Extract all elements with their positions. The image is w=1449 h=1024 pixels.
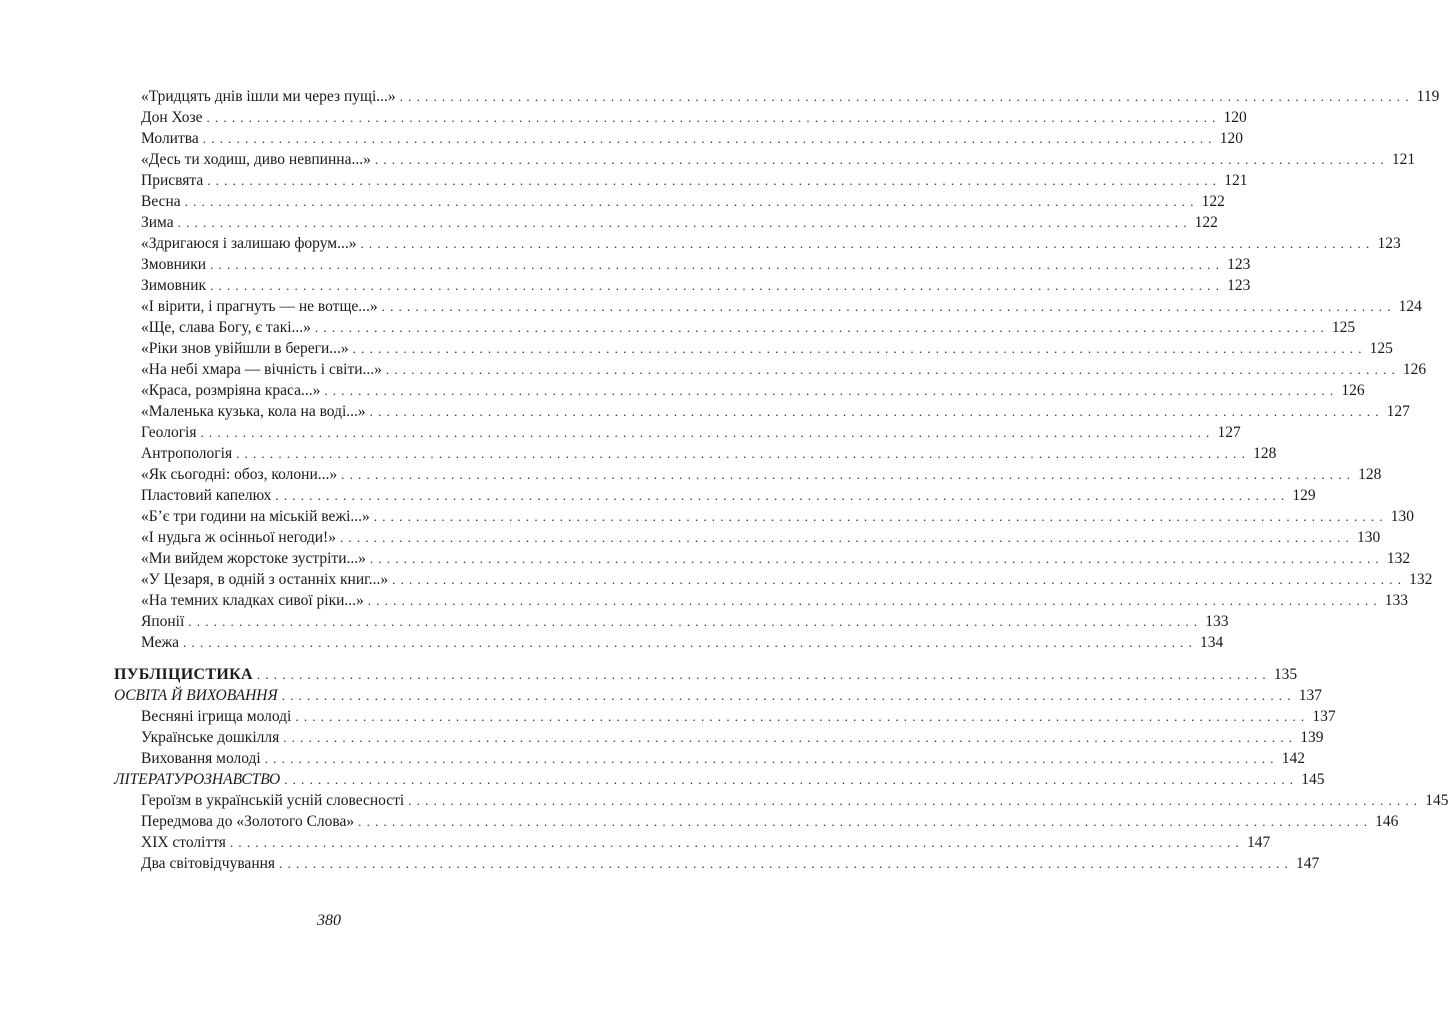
toc-entry-page: 129: [1292, 487, 1316, 504]
toc-subsection: [114, 685, 1322, 706]
toc-entry: [141, 317, 1356, 338]
dot-leader: ........................................................................................................................: [207, 173, 1222, 188]
dot-leader: ........................................................................................................................: [341, 467, 1356, 482]
toc-entry-page: 135: [1273, 666, 1298, 683]
dot-leader: ........................................................................................................................: [283, 730, 1298, 745]
toc-entry: [141, 170, 1248, 191]
dot-leader: ........................................................................................................................: [381, 299, 1396, 314]
dot-leader: ........................................................................................................................: [367, 593, 1382, 608]
toc-entry-title: Передмова до «Золотого Слова»: [141, 811, 358, 832]
dot-leader: ........................................................................................................................: [369, 404, 1384, 419]
toc-entry-title: XIX століття: [141, 832, 230, 853]
toc-entry-title: «Краса, розмріяна краса...»: [141, 380, 324, 401]
toc-entry-page: 133: [1384, 592, 1409, 609]
toc-entry-title: Героїзм в українській усній словесності: [141, 790, 408, 811]
dot-leader: ........................................................................................................................: [339, 530, 1354, 545]
dot-leader: ........................................................................................................................: [284, 772, 1299, 787]
toc-entry: [141, 401, 1410, 422]
toc-entry: [141, 748, 1305, 769]
toc-entry: [141, 790, 1449, 811]
toc-entry: [141, 832, 1271, 853]
toc-entry-page: 147: [1296, 855, 1320, 872]
toc-entry-title: «І вірити, і прагнуть — не вотще...»: [141, 296, 382, 317]
toc-entry-page: 137: [1312, 708, 1336, 725]
toc-entry-title: ЛІТЕРАТУРОЗНАВСТВО: [114, 769, 284, 790]
toc-entry: [141, 233, 1401, 254]
toc-entry: [141, 548, 1411, 569]
dot-leader: ........................................................................................................................: [385, 362, 1400, 377]
toc-entry-page: 123: [1377, 235, 1401, 252]
toc-entry-page: 147: [1246, 834, 1271, 851]
toc-entry: [141, 569, 1433, 590]
toc-entry-title: «На небі хмара — вічність і світи...»: [141, 359, 386, 380]
toc-entry-page: 119: [1416, 88, 1440, 105]
toc-entry-page: 123: [1227, 277, 1251, 294]
toc-entry-page: 125: [1331, 319, 1356, 336]
toc-entry-title: Японії: [141, 611, 188, 632]
dot-leader: ........................................................................................................................: [202, 131, 1217, 146]
toc-entry: [141, 443, 1277, 464]
dot-leader: ........................................................................................................................: [295, 709, 1310, 724]
dot-leader: ........................................................................................................................: [369, 551, 1384, 566]
toc-entry: [141, 464, 1382, 485]
dot-leader: ........................................................................................................................: [210, 278, 1225, 293]
toc-entry-title: «І нудьга ж осінньої негоди!»: [141, 527, 340, 548]
dot-leader: ........................................................................................................................: [399, 89, 1414, 104]
toc-entry: [141, 296, 1422, 317]
toc-entry-page: 130: [1390, 508, 1415, 525]
toc-entry-page: 120: [1219, 130, 1243, 147]
toc-entry: [141, 590, 1409, 611]
toc-entry-page: 134: [1200, 634, 1224, 651]
toc-entry-page: 145: [1301, 771, 1325, 788]
dot-leader: ........................................................................................................................: [279, 856, 1294, 871]
toc-entry-title: Дон Хозе: [141, 107, 206, 128]
toc-subsection: [114, 769, 1325, 790]
toc-section: [114, 664, 1298, 685]
toc-entry-title: «Ми вийдем жорстоке зустріти...»: [141, 548, 370, 569]
toc-entry-title: «Ще, слава Богу, є такі...»: [141, 317, 315, 338]
toc-entry: [141, 422, 1241, 443]
toc-entry-title: «Як сьогодні: обоз, колони...»: [141, 464, 341, 485]
toc-entry-page: 128: [1358, 466, 1382, 483]
dot-leader: ........................................................................................................................: [392, 572, 1407, 587]
dot-leader: ........................................................................................................................: [281, 688, 1296, 703]
toc-entry-title: «Здригаюся і залишаю форум...»: [141, 233, 360, 254]
toc-entry-title: Пластовий капелюх: [141, 485, 275, 506]
toc-entry-page: 133: [1205, 613, 1229, 630]
dot-leader: ........................................................................................................................: [408, 793, 1423, 808]
toc-entry-page: 145: [1425, 792, 1449, 809]
toc-entry: [141, 338, 1393, 359]
toc-entry: [141, 254, 1251, 275]
dot-leader: ........................................................................................................................: [264, 751, 1279, 766]
toc-entry: [141, 611, 1229, 632]
toc-entry-page: 122: [1201, 193, 1225, 210]
toc-entry-page: 146: [1375, 813, 1399, 830]
dot-leader: ........................................................................................................................: [210, 257, 1225, 272]
toc-entry-title: «Тридцять днів ішли ми через пущі...»: [141, 86, 400, 107]
toc-entry-title: Українське дошкілля: [141, 727, 283, 748]
toc-entry-page: 127: [1386, 403, 1410, 420]
toc-entry-title: «Б’є три години на міській вежі...»: [141, 506, 374, 527]
dot-leader: ........................................................................................................................: [352, 341, 1367, 356]
toc-entry: [141, 212, 1218, 233]
dot-leader: ........................................................................................................................: [373, 509, 1388, 524]
dot-leader: ........................................................................................................................: [374, 152, 1389, 167]
toc-entry-title: Молитва: [141, 128, 203, 149]
toc-entry-title: Зима: [141, 212, 178, 233]
toc-entry-title: Змовники: [141, 254, 210, 275]
toc-entry-page: 126: [1402, 361, 1427, 378]
toc-entry-page: 126: [1341, 382, 1365, 399]
toc-entry-title: Зимовник: [141, 275, 210, 296]
toc-entry-title: «Ріки знов увійшли в береги...»: [141, 338, 353, 359]
dot-leader: ........................................................................................................................: [314, 320, 1329, 335]
dot-leader: ........................................................................................................................: [324, 383, 1339, 398]
page-number: 380: [317, 912, 341, 929]
toc-entry: [141, 107, 1247, 128]
toc-entry-title: ПУБЛІЦИСТИКА: [114, 664, 257, 685]
toc-entry: [141, 380, 1365, 401]
toc-entry-page: 142: [1281, 750, 1305, 767]
toc-entry-title: Весняні ігрища молоді: [141, 706, 295, 727]
dot-leader: ........................................................................................................................: [229, 835, 1244, 850]
toc-entry-title: «У Цезаря, в одній з останніх книг...»: [141, 569, 392, 590]
toc-entry-title: Виховання молоді: [141, 748, 265, 769]
toc-entry: [141, 149, 1416, 170]
dot-leader: ........................................................................................................................: [206, 110, 1221, 125]
dot-leader: ........................................................................................................................: [183, 635, 1198, 650]
dot-leader: ........................................................................................................................: [177, 215, 1192, 230]
toc-entry: [141, 506, 1415, 527]
toc-entry-title: «На темних кладках сивої ріки...»: [141, 590, 368, 611]
dot-leader: ........................................................................................................................: [360, 236, 1375, 251]
toc-entry: [141, 727, 1324, 748]
toc-entry-page: 120: [1223, 109, 1247, 126]
toc-entry-page: 121: [1224, 172, 1248, 189]
toc-entry: [141, 86, 1440, 107]
dot-leader: ........................................................................................................................: [236, 446, 1251, 461]
toc-entry-title: «Маленька кузька, кола на воді...»: [141, 401, 370, 422]
dot-leader: ........................................................................................................................: [256, 667, 1271, 682]
toc-entry-page: 121: [1391, 151, 1416, 168]
toc-entry: [141, 853, 1320, 874]
toc-entry: [141, 811, 1399, 832]
toc-entry-title: Антропологія: [141, 443, 236, 464]
dot-leader: ........................................................................................................................: [275, 488, 1290, 503]
toc-entry-page: 124: [1398, 298, 1422, 315]
dot-leader: ........................................................................................................................: [188, 614, 1203, 629]
toc-entry-title: «Десь ти ходиш, диво невпинна...»: [141, 149, 375, 170]
toc-entry-title: ОСВІТА Й ВИХОВАННЯ: [114, 685, 282, 706]
toc-entry-page: 132: [1386, 550, 1411, 567]
toc-entry-title: Межа: [141, 632, 183, 653]
toc-entry: [141, 485, 1316, 506]
dot-leader: ........................................................................................................................: [200, 425, 1215, 440]
toc-entry-title: Геологія: [141, 422, 200, 443]
toc-entry-title: Два світовідчування: [141, 853, 279, 874]
toc-entry: [141, 191, 1225, 212]
toc-entry: [141, 527, 1381, 548]
toc-entry-title: Весна: [141, 191, 185, 212]
toc-entry-title: Присвята: [141, 170, 207, 191]
toc-entry-page: 123: [1227, 256, 1251, 273]
toc-entry: [141, 632, 1224, 653]
dot-leader: ........................................................................................................................: [184, 194, 1199, 209]
toc-entry-page: 132: [1409, 571, 1433, 588]
toc-entry: [141, 128, 1243, 149]
toc-entry: [141, 359, 1427, 380]
toc-entry-page: 122: [1194, 214, 1218, 231]
toc-entry: [141, 706, 1336, 727]
toc-entry-page: 130: [1356, 529, 1381, 546]
toc-entry-page: 137: [1298, 687, 1322, 704]
toc-entry-page: 127: [1217, 424, 1241, 441]
toc-entry: [141, 275, 1251, 296]
toc-entry-page: 139: [1300, 729, 1324, 746]
toc-entry-page: 125: [1369, 340, 1393, 357]
dot-leader: ........................................................................................................................: [358, 814, 1373, 829]
toc-entry-page: 128: [1253, 445, 1277, 462]
